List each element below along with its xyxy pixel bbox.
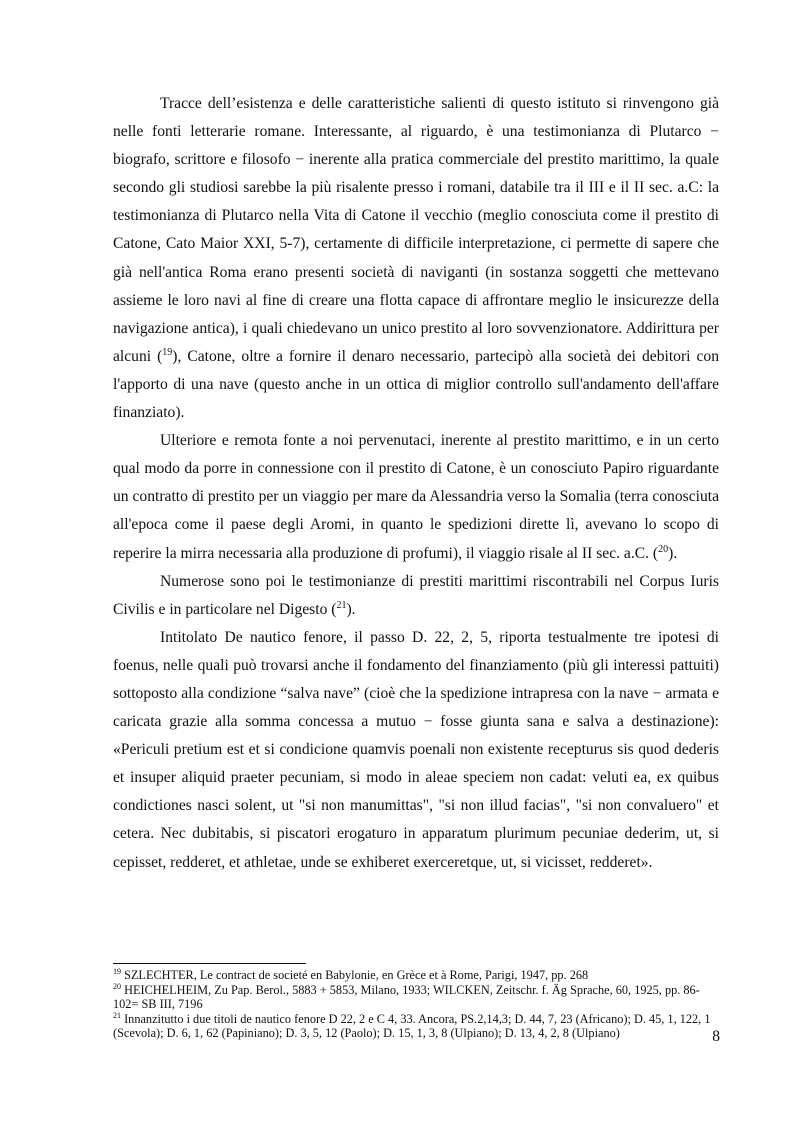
footnote-ref-19[interactable]: 19 — [162, 346, 173, 358]
paragraph-text: Tracce dell’esistenza e delle caratteristiche salienti di questo istituto si rinvengono già nelle fonti letterarie romane. Interessante, al riguardo, è una testimonianza di Plutarco − biografo, scrittore e filosofo − inerente alla pratica commerciale del prestito marittimo, la quale secondo gli studiosi sarebbe la più risalente presso i romani, databile tra il III e il II sec. a.C: la testimonianza di Plutarco nella Vita di Catone il vecchio (meglio conosciuta come il prestito di Catone, Cato Maior XXI, 5-7), certamente di difficile interpretazione, ci permette di sapere che già nell'antica Roma erano presenti società di naviganti (in sostanza soggetti che mettevano assieme le loro navi al fine di creare una flotta capace di affrontare meglio le insicurezze della navigazione antica), i quali chiedevano un unico prestito al loro sovvenzionatore. Addirittura per alcuni ( — [113, 95, 719, 365]
footnote-21 — [113, 1012, 719, 1041]
footnote-separator — [113, 963, 306, 964]
footnote-text: SZLECHTER, Le contract de societé en Babylonie, en Grèce et à Rome, Parigi, 1947, pp. 268 — [124, 968, 589, 982]
footnote-number: 20 — [113, 981, 121, 991]
page-number: 8 — [712, 1028, 720, 1045]
paragraph-text: Numerose sono poi le testimonianze di prestiti marittimi riscontrabili nel Corpus Iuris Civilis e in particolare nel Digesto ( — [113, 572, 719, 618]
paragraph-plutarco — [113, 90, 719, 427]
footnote-text: Innanzitutto i due titoli de nautico fenore D 22, 2 e C 4, 33. Ancora, PS.2,14,3; D. 44, 7, 23 (Africano); D. 45, 1, 122, 1 (Scevola); D. 6, 1, 62 (Papiniano); D. 3, 5, 12 (Paolo); D. 15, 1, 3, 8 (Ulpiano); D. 13, 4, 2, 8 (Ulpiano) — [113, 1011, 711, 1041]
paragraph-text: Ulteriore e remota fonte a noi pervenutaci, inerente al prestito marittimo, e in un certo qual modo da porre in connessione con il prestito di Catone, è un conosciuto Papiro riguardante un contratto di prestito per un viaggio per mare da Alessandria verso la Somalia (terra conosciuta all'epoca come il paese degli Aromi, in quanto le spedizioni dirette lì, avevano lo scopo di reperire la mirra necessaria alla produzione di profumi), il viaggio risale al II sec. a.C. ( — [113, 432, 719, 562]
body-text — [113, 90, 719, 877]
footnote-20 — [113, 983, 719, 1012]
footnote-number: 19 — [113, 966, 121, 976]
paragraph-text-continued: ), Catone, oltre a fornire il denaro necessario, partecipò alla società dei debitori con l'apporto di una nave (questo anche in un ottica di miglior controllo sull'andamento dell'affare finanziato). — [113, 347, 719, 422]
footnote-number: 21 — [113, 1010, 121, 1020]
paragraph-text: Intitolato De nautico fenore, il passo D. 22, 2, 5, riporta testualmente tre ipotesi di foenus, nelle quali può trovarsi anche il fondamento del finanziamento (più gli interessi pattuiti) sottoposto alla condizione “salva nave” (cioè che la spedizione intrapresa con la nave − armata e caricata grazie alla somma concessa a mutuo − fosse giunta sana e salva a destinazione): «Periculi pretium est et si condicione quamvis poenali non existente recepturus sis quod dederis et insuper aliquid praeter pecuniam, si modo in aleae speciem non cadat: veluti ea, ex quibus condictiones nasci solent, ut "si non manumittas", "si non illud facias", "si non convaluero" et cetera. Nec dubitabis, si piscatori erogaturo in apparatum plurimum pecuniae dederim, ut, si cepisset, redderet, et athletae, unde se exhiberet exerceretque, ut, si vicisset, redderet». — [113, 628, 719, 871]
footnote-19 — [113, 968, 719, 983]
paragraph-de-nautico-fenore — [113, 624, 719, 877]
paragraph-text-continued: ). — [668, 544, 678, 562]
paragraph-papiro — [113, 427, 719, 567]
footnote-text: HEICHELHEIM, Zu Pap. Berol., 5883 + 5853, Milano, 1933; WILCKEN, Zeitschr. f. Äg Sprache, 60, 1925, pp. 86-102= SB III, 7196 — [113, 982, 700, 1012]
paragraph-text-continued: ). — [346, 600, 356, 618]
footnote-ref-20[interactable]: 20 — [658, 543, 669, 555]
paragraph-corpus-iuris — [113, 568, 719, 624]
footnote-ref-21[interactable]: 21 — [336, 599, 347, 611]
footnotes — [113, 968, 719, 1041]
